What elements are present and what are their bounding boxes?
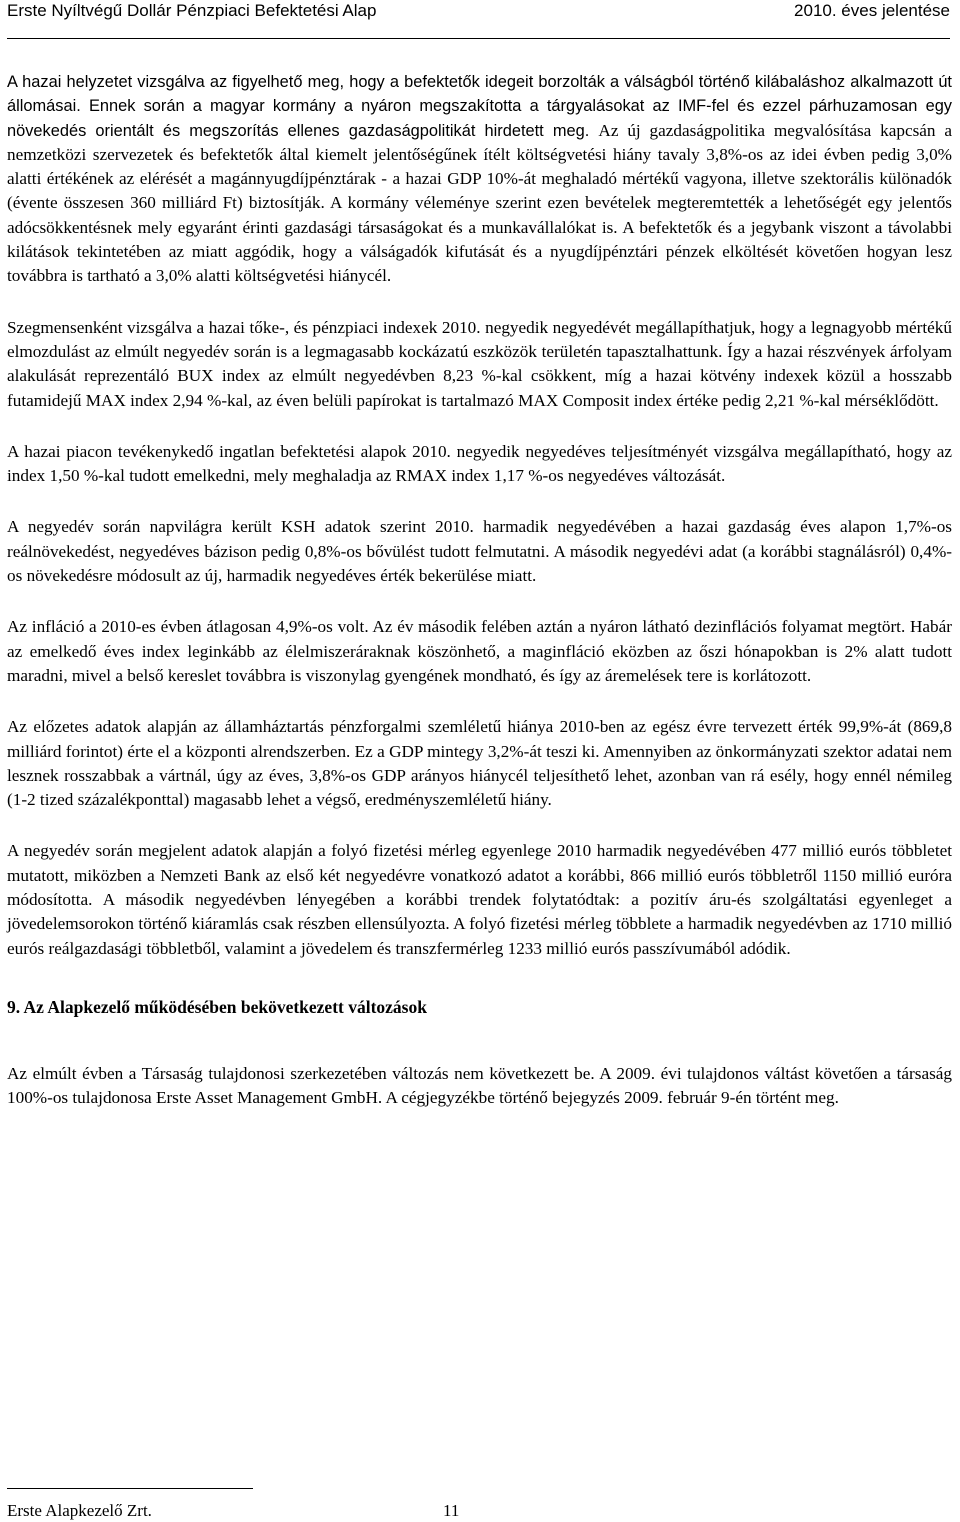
paragraph-domestic-situation-part2: Az új gazdaságpolitika megvalósítása kapcsán a nemzetközi szervezetek és befektetők által kiemelt jelentőségűnek ítélt költségvetési hiány tavaly 3,8%-os az idei évben pedig 3,0% alatti értékének az elérését a magánnyugdíjpénztárak - a hazai GDP 10%-át meghaladó mértékű vagyona, illetve szektorális különadók (évente összesen 360 milliárd Ft) biztosítják. A kormány véleménye szerint ezen bevételek megteremtették a lehetőségét egy jelentős adócsökkentésnek mely egyaránt érinti gazdasági társaságokat és a munkavállalókat is. A befektetők és a jegybank viszont a távolabbi kilátások tekintetében az miatt aggódik, hogy a válságadók kifutását és a nyugdíjpénztári pénzek elköltését követően hogyan lesz továbbra is tartható a 3,0% alatti költségvetési hiánycél. — [7, 120, 953, 286]
footer-company-name: Erste Alapkezelő Zrt. — [7, 1501, 152, 1520]
footer-divider — [7, 1488, 253, 1489]
page-header — [7, 0, 950, 39]
paragraph-gdp-data: A negyedév során napvilágra került KSH adatok szerint 2010. harmadik negyedévében a hazai gazdaság éves alapon 1,7%-os reálnövekedést, negyedéves bázison pedig 0,8%-os bővülést tudott felmutatni. A második negyedévi adat (a korábbi stagnálásról) 0,4%-os növekedésre módosult az új, harmadik negyedéves érték bekerülése miatt. — [7, 517, 952, 586]
section-heading: 9. Az Alapkezelő működésében bekövetkezett változások — [7, 996, 427, 1017]
paragraph-budget-deficit: Az előzetes adatok alapján az államháztartás pénzforgalmi szemléletű hiánya 2010-ben az egész évre tervezett érték 99,9%-át (869,8 milliárd forintot) érte el a központi alrendszerben. Ez a GDP mintegy 3,2%-át teszi ki. Amennyiben az önkormányzati szektor adatai nem lesznek rosszabbak a vártnál, úgy az éves, 3,8%-os GDP arányos hiánycél teljesíthető lehet, azonban van rá esély, hogy ennél némileg (1-2 tized százalékponttal) magasabb lehet a végső, eredményszemléletű hiány. — [7, 717, 952, 810]
document-body — [7, 70, 952, 1138]
paragraph-real-estate-funds: A hazai piacon tevékenykedő ingatlan befektetési alapok 2010. negyedik negyedéves teljesítményét vizsgálva megállapítható, hogy az index 1,50 %-kal tudott emelkedni, mely meghaladja az RMAX index 1,17 %-os negyedéves változását. — [7, 441, 952, 486]
paragraph-domestic-situation — [7, 70, 952, 289]
paragraph-market-indices: Szegmensenként vizsgálva a hazai tőke-, és pénzpiaci indexek 2010. negyedik negyedévét megállapíthatjuk, hogy a legnagyobb mértékű elmozdulást az elmúlt negyedév során is a legmagasabb kockázatú eszközök területén tapasztalhattunk. Így a hazai részvények árfolyam alakulását reprezentáló BUX index az elmúlt negyedévben 8,23 %-kal csökkent, míg a hazai kötvény indexek közül a hosszabb futamidejű MAX index 2,94 %-kal, az éven belüli papírokat is tartalmazó MAX Composit index értéke pedig 2,21 %-kal mérséklődött. — [7, 317, 952, 410]
paragraph-ownership: Az elmúlt évben a Társaság tulajdonosi szerkezetében változás nem következett be. A 2009. évi tulajdonos váltást követően a társaság 100%-os tulajdonosa Erste Asset Management GmbH. A cégjegyzékbe történő bejegyzés 2009. február 9-én történt meg. — [7, 1063, 952, 1108]
page-number: 11 — [443, 1501, 460, 1520]
header-fund-name: Erste Nyíltvégű Dollár Pénzpiaci Befektetési Alap — [7, 1, 377, 20]
page-footer — [7, 1500, 607, 1522]
paragraph-current-account: A negyedév során megjelent adatok alapján a folyó fizetési mérleg egyenlege 2010 harmadik negyedévében 477 millió eurós többletet mutatott, miközben a Nemzeti Bank az első két negyedévre vonatkozó adatot a korábbi, 866 millió eurós többletről 1150 millió euróra módosította. A második negyedévben lényegében a korábbi trendek folytatódtak: a pozitív áru-és szolgáltatási egyenleget a jövedelemsorokon történő kiáramlás csak részben ellensúlyozta. A folyó fizetési mérleg többlete a harmadik negyedévben az 1710 millió eurós reálgazdasági többletből, valamint a jövedelem és transzfermérleg 1233 millió eurós passzívumából adódik. — [7, 841, 952, 958]
paragraph-inflation: Az infláció a 2010-es évben átlagosan 4,9%-os volt. Az év második felében aztán a nyáron látható dezinflációs folyamat megtört. Habár az emelkedő éves index leginkább az élelmiszeráraknak köszönhető, a maginfláció eközben az őszi hónapokban is 2% alatt tudott maradni, mivel a belső kereslet továbbra is viszonylag gyengének mondható, és így az áremelések tere is korlátozott. — [7, 617, 952, 685]
header-report-title: 2010. éves jelentése — [794, 1, 950, 20]
paragraph-domestic-situation-part1: A hazai helyzetet vizsgálva az figyelhető meg, hogy a befektetők idegeit borzolták a válságból történő kilábaláshoz alkalmazott út állomásai. Ennek során a magyar kormány a nyáron megszakította a tárgyalásokat az IMF-fel és ezzel párhuzamosan egy növekedés orientált és megszorítás ellenes gazdaságpolitikát hirdetett meg. — [7, 73, 952, 140]
